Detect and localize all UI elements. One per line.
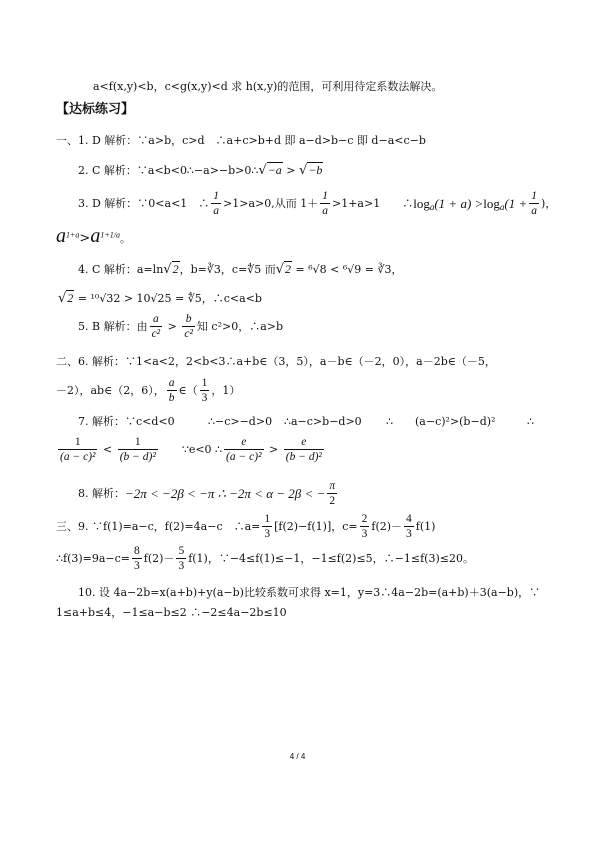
- answer-9-cont: ∴f(3)=9a−c= $\frac{8}{3}$ f(2)－ $\frac{5}{3}$ f(1)，∵−4≤f(1)≤−1，−1≤f(2)≤5，∴−1≤f(3)≤20。: [56, 545, 474, 573]
- answer-7: 7. 解析：∵c<d<0: [78, 415, 175, 428]
- answer-2: 2. C 解析：∵a<b<0∴−a>−b>0∴√−a > √−b: [78, 163, 323, 178]
- answer-3: 3. D 解析：∵0<a<1 ∴ $\frac{1}{a}$ >1>a>0,从而 1＋ $\frac{1}{a}$ >1+a>1 $\therefore\log_a(1 + a) >\log_a(1$ + $\frac{1}{a}$ )，: [78, 190, 557, 218]
- answer-10-cont: 1≤a+b≤4，−1≤a−b≤2 ∴−2≤4a−2b≤10: [56, 606, 287, 619]
- answer-7-step6: ∴: [527, 415, 534, 428]
- answer-4: 4. C 解析：a=ln√2，b=∛3，c=∜5 而√2 = ⁶√8 < ⁶√9 = ∛3，: [78, 262, 403, 277]
- section-title: 【达标练习】: [56, 102, 135, 117]
- answer-7-step2: ∴−c>−d>0: [208, 415, 273, 428]
- answer-10: 10. 设 4a−2b=x(a+b)+y(a−b)比较系数可求得 x=1，y=3∴4a−2b=(a+b)＋3(a−b)，∵: [78, 586, 541, 599]
- answer-8: 8. 解析：−2π < −2β < −π ∴ −2π < α − 2β < − $\frac{\pi}{2}$: [78, 480, 336, 508]
- page-number: 4 / 4: [289, 752, 306, 761]
- answer-7-step3: ∴a−c>b−d>0: [284, 415, 362, 428]
- answer-5: 5. B 解析：由 $\frac{a}{\text{c²}}$ > $\frac{b}{\text{c²}}$ 知 c²>0，∴a>b: [78, 313, 284, 341]
- answer-6: 二、6. 解析：∵1<a<2，2<b<3∴a+b∈（3，5），a－b∈（－2，0），a－2b∈（－5，: [56, 355, 496, 368]
- intro-line: a<f(x,y)<b，c<g(x,y)<d 求 h(x,y)的范围，可利用待定系数法解决。: [93, 80, 443, 93]
- answer-4-cont: √2 = ¹⁰√32 > 10√25 = ∜5，∴c<a<b: [58, 291, 262, 306]
- answer-7-cont: $\frac{1}{\text{(a − c)²}}$ < $\frac{1}{\text{(b − d)²}}$ ∵e<0 ∴ $\frac{e}{\text{(a − c)²}}$ > $\frac{e}{\text{(b − d)²}}$: [60, 436, 322, 464]
- answer-1: 一、1. D 解析：∵a>b，c>d ∴a+c>b+d 即 a−d>b−c 即 d−a<c−b: [56, 134, 426, 147]
- answer-3-powers: $a^{1+a}>a^{1+1/a}$。: [56, 225, 131, 247]
- answer-9: 三、9. ∵f(1)=a−c，f(2)=4a−c ∴a= $\frac{1}{3}$ [f(2)−f(1)]，c= $\frac{2}{3}$ f(2)－ $\frac{4}{3}$ f(1): [56, 513, 436, 541]
- answer-6-cont: －2），ab∈（2，6）， $\frac{a}{b}$ ∈（ $\frac{1}{3}$ ，1）: [56, 377, 241, 405]
- answer-7-step4: ∴: [386, 415, 393, 428]
- answer-7-step5: (a−c)²>(b−d)²: [415, 415, 496, 428]
